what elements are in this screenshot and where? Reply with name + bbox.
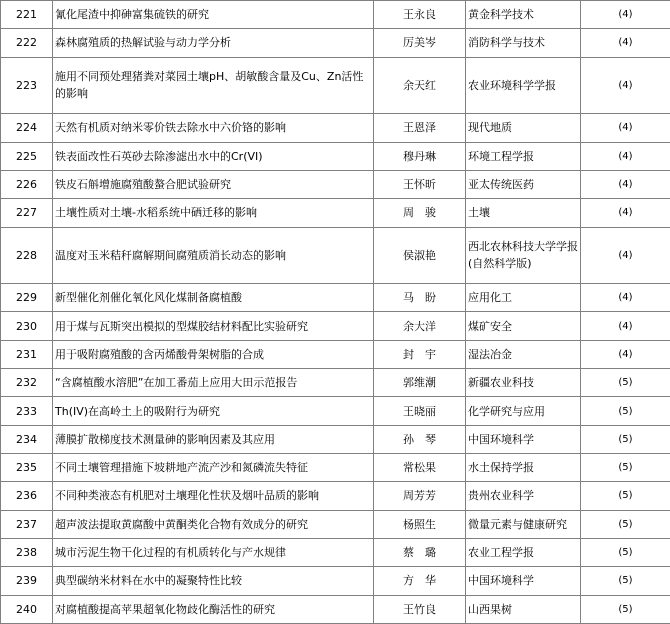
paper-title: 超声波法提取黄腐酸中黄酮类化合物有效成分的研究: [53, 510, 374, 538]
table-row: [1, 1, 670, 29]
paper-title: 氰化尾渣中抑砷富集硫铁的研究: [53, 1, 374, 29]
table-row: [1, 369, 670, 397]
paper-title: 铁表面改性石英砂去除渗滤出水中的Cr(VI): [53, 142, 374, 170]
journal: 消防科学与技术: [466, 29, 581, 57]
author: 常松果: [374, 454, 466, 482]
paper-title: 不同种类液态有机肥对土壤理化性状及烟叶品质的影响: [53, 482, 374, 510]
journal: 山西果树: [466, 595, 581, 623]
author: 郭维潮: [374, 369, 466, 397]
journal: 中国环境科学: [466, 567, 581, 595]
table-row: [1, 29, 670, 57]
paper-title: 新型催化剂催化氧化风化煤制备腐植酸: [53, 284, 374, 312]
table-row: [1, 510, 670, 538]
table-row: [1, 284, 670, 312]
journal: 现代地质: [466, 114, 581, 142]
author: 封 宇: [374, 340, 466, 368]
journal: 新疆农业科技: [466, 369, 581, 397]
level: (4): [581, 199, 670, 227]
paper-title: 用于吸附腐殖酸的含丙烯酸骨架树脂的合成: [53, 340, 374, 368]
journal: 西北农林科技大学学报(自然科学版): [466, 227, 581, 284]
row-number: 236: [1, 482, 53, 510]
table-row: [1, 170, 670, 198]
author: 王竹良: [374, 595, 466, 623]
row-number: 232: [1, 369, 53, 397]
row-number: 234: [1, 425, 53, 453]
journal: 环境工程学报: [466, 142, 581, 170]
author: 王恩泽: [374, 114, 466, 142]
level: (4): [581, 284, 670, 312]
journal: 煤矿安全: [466, 312, 581, 340]
journal: 农业环境科学学报: [466, 57, 581, 114]
author: 马 盼: [374, 284, 466, 312]
level: (4): [581, 170, 670, 198]
row-number: 238: [1, 538, 53, 566]
paper-title: 施用不同预处理猪粪对菜园土壤pH、胡敏酸含量及Cu、Zn活性的影响: [53, 57, 374, 114]
table-row: [1, 425, 670, 453]
level: (5): [581, 454, 670, 482]
paper-title: 不同土壤管理措施下坡耕地产流产沙和氮磷流失特征: [53, 454, 374, 482]
row-number: 235: [1, 454, 53, 482]
table-row: [1, 340, 670, 368]
table-row: [1, 114, 670, 142]
author: 厉美岑: [374, 29, 466, 57]
author: 穆丹琳: [374, 142, 466, 170]
level: (5): [581, 567, 670, 595]
row-number: 229: [1, 284, 53, 312]
row-number: 222: [1, 29, 53, 57]
table-row: [1, 567, 670, 595]
row-number: 228: [1, 227, 53, 284]
row-number: 224: [1, 114, 53, 142]
row-number: 230: [1, 312, 53, 340]
row-number: 223: [1, 57, 53, 114]
table-row: [1, 482, 670, 510]
level: (5): [581, 595, 670, 623]
paper-title: 天然有机质对纳米零价铁去除水中六价铬的影响: [53, 114, 374, 142]
paper-title: 典型碳纳米材料在水中的凝聚特性比较: [53, 567, 374, 595]
paper-title: Th(IV)在高岭土上的吸附行为研究: [53, 397, 374, 425]
table-row: [1, 312, 670, 340]
row-number: 231: [1, 340, 53, 368]
table-row: [1, 57, 670, 114]
author: 杨照生: [374, 510, 466, 538]
table-row: [1, 454, 670, 482]
journal: 应用化工: [466, 284, 581, 312]
level: (5): [581, 538, 670, 566]
author: 余大洋: [374, 312, 466, 340]
level: (4): [581, 29, 670, 57]
level: (5): [581, 425, 670, 453]
level: (5): [581, 369, 670, 397]
row-number: 233: [1, 397, 53, 425]
author: 侯淑艳: [374, 227, 466, 284]
journal: 亚太传统医药: [466, 170, 581, 198]
paper-title: 对腐植酸提高苹果超氧化物歧化酶活性的研究: [53, 595, 374, 623]
level: (4): [581, 312, 670, 340]
author: 王晓丽: [374, 397, 466, 425]
row-number: 240: [1, 595, 53, 623]
level: (5): [581, 510, 670, 538]
author: 周芳芳: [374, 482, 466, 510]
paper-title: 土壤性质对土壤-水稻系统中硒迁移的影响: [53, 199, 374, 227]
paper-title: “含腐植酸水溶肥”在加工番茄上应用大田示范报告: [53, 369, 374, 397]
level: (4): [581, 57, 670, 114]
level: (4): [581, 227, 670, 284]
journal: 土壤: [466, 199, 581, 227]
paper-title: 温度对玉米秸秆腐解期间腐殖质消长动态的影响: [53, 227, 374, 284]
row-number: 239: [1, 567, 53, 595]
paper-title: 薄膜扩散梯度技术测量砷的影响因素及其应用: [53, 425, 374, 453]
paper-title: 用于煤与瓦斯突出模拟的型煤胶结材料配比实验研究: [53, 312, 374, 340]
level: (5): [581, 482, 670, 510]
row-number: 221: [1, 1, 53, 29]
paper-title: 森林腐殖质的热解试验与动力学分析: [53, 29, 374, 57]
row-number: 225: [1, 142, 53, 170]
table-row: [1, 199, 670, 227]
level: (4): [581, 114, 670, 142]
journal: 中国环境科学: [466, 425, 581, 453]
author: 方 华: [374, 567, 466, 595]
journal: 微量元素与健康研究: [466, 510, 581, 538]
journal: 化学研究与应用: [466, 397, 581, 425]
journal: 水土保持学报: [466, 454, 581, 482]
paper-title: 铁皮石斛增施腐殖酸螯合肥试验研究: [53, 170, 374, 198]
author: 王永良: [374, 1, 466, 29]
row-number: 227: [1, 199, 53, 227]
table-row: [1, 397, 670, 425]
level: (4): [581, 142, 670, 170]
author: 蔡 璐: [374, 538, 466, 566]
author: 孙 琴: [374, 425, 466, 453]
paper-title: 城市污泥生物干化过程的有机质转化与产水规律: [53, 538, 374, 566]
journal: 湿法冶金: [466, 340, 581, 368]
journal: 黄金科学技术: [466, 1, 581, 29]
row-number: 226: [1, 170, 53, 198]
table-row: [1, 538, 670, 566]
journal: 贵州农业科学: [466, 482, 581, 510]
table-row: [1, 227, 670, 284]
author: 余天红: [374, 57, 466, 114]
journal: 农业工程学报: [466, 538, 581, 566]
author: 王怀昕: [374, 170, 466, 198]
author: 周 骏: [374, 199, 466, 227]
table-row: [1, 142, 670, 170]
level: (4): [581, 340, 670, 368]
level: (4): [581, 1, 670, 29]
publication-table-body: [1, 1, 670, 624]
level: (5): [581, 397, 670, 425]
table-row: [1, 595, 670, 623]
row-number: 237: [1, 510, 53, 538]
